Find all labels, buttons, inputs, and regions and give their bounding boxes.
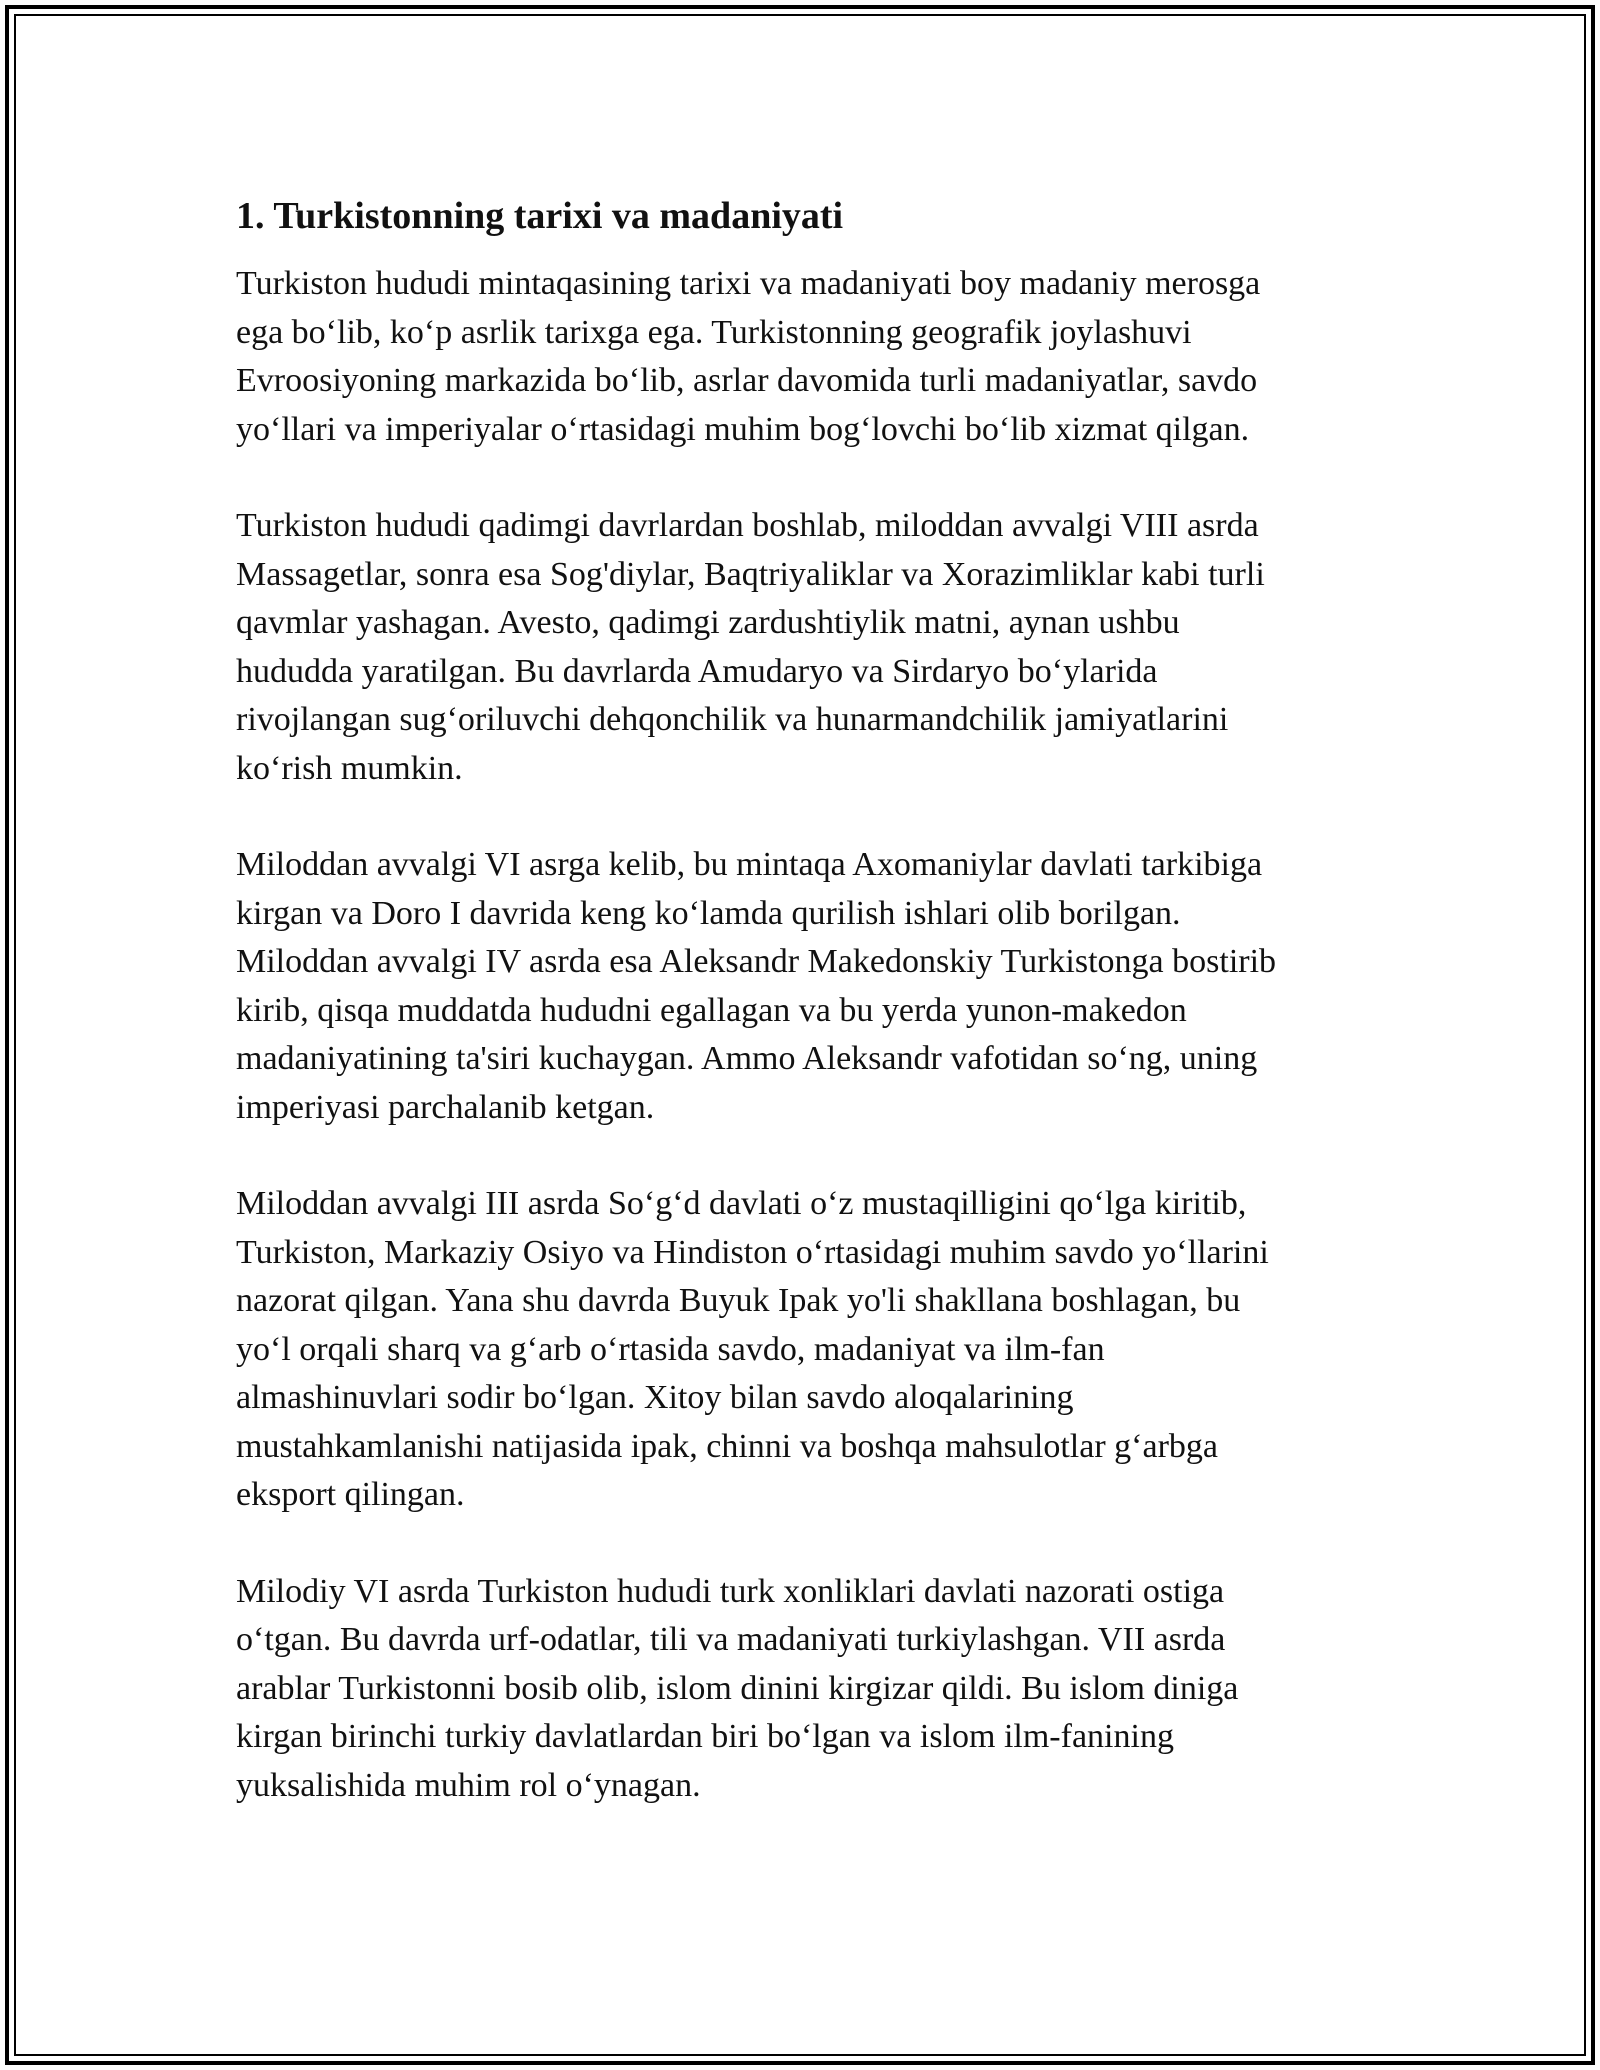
paragraph-line: mustahkamlanishi natijasida ipak, chinni va boshqa mahsulotlar g‘arbga: [236, 1427, 1218, 1465]
paragraph-line: madaniyatining ta'siri kuchaygan. Ammo Aleksandr vafotidan so‘ng, uning: [236, 1040, 1258, 1077]
paragraph-line: yo‘llari va imperiyalar o‘rtasidagi muhim bog‘lovchi bo‘lib xizmat qilgan.: [236, 410, 1250, 448]
paragraph-5: [236, 1568, 1376, 1811]
paragraph-line: ko‘rish mumkin.: [236, 749, 463, 787]
paragraph-line: Miloddan avvalgi III asrda So‘g‘d davlati o‘z mustaqilligini qo‘lga kiritib,: [236, 1185, 1247, 1222]
paragraph-line: kirib, qisqa muddatda hududni egallagan va bu yerda yunon-makedon: [236, 991, 1187, 1029]
paragraph-line: o‘tgan. Bu davrda urf-odatlar, tili va madaniyati turkiylashgan. VII asrda: [236, 1621, 1226, 1658]
paragraph-line: kirgan birinchi turkiy davlatlardan biri bo‘lgan va islom ilm-fanining: [236, 1718, 1174, 1755]
paragraph-line: Evroosiyoning markazida bo‘lib, asrlar davomida turli madaniyatlar, savdo: [236, 362, 1258, 399]
paragraph-line: arablar Turkistonni bosib olib, islom dinini kirgizar qildi. Bu islom diniga: [236, 1669, 1239, 1707]
paragraph-line: Turkiston, Markaziy Osiyo va Hindiston o‘rtasidagi muhim savdo yo‘llarini: [236, 1233, 1269, 1271]
paragraph-1: [236, 260, 1376, 454]
paragraph-line: yo‘l orqali sharq va g‘arb o‘rtasida savdo, madaniyat va ilm-fan: [236, 1330, 1105, 1368]
paragraph-line: hududda yaratilgan. Bu davrlarda Amudaryo va Sirdaryo bo‘ylarida: [236, 652, 1158, 690]
paragraph-line: ega bo‘lib, ko‘p asrlik tarixga ega. Turkistonning geografik joylashuvi: [236, 313, 1192, 351]
paragraph-line: Miloddan avvalgi VI asrga kelib, bu mintaqa Axomaniylar davlati tarkibiga: [236, 846, 1263, 883]
paragraph-4: [236, 1180, 1376, 1520]
paragraph-line: Miloddan avvalgi IV asrda esa Aleksandr Makedonskiy Turkistonga bostirib: [236, 943, 1277, 980]
paragraph-line: rivojlangan sug‘oriluvchi dehqonchilik va hunarmandchilik jamiyatlarini: [236, 701, 1229, 738]
paragraph-2: [236, 502, 1376, 793]
paragraph-line: qavmlar yashagan. Avesto, qadimgi zardushtiylik matni, aynan ushbu: [236, 604, 1180, 641]
paragraph-line: Turkiston hududi qadimgi davrlardan boshlab, miloddan avvalgi VIII asrda: [236, 507, 1259, 544]
paragraph-line: Massagetlar, sonra esa Sog'diylar, Baqtriyaliklar va Xorazimliklar kabi turli: [236, 555, 1265, 593]
paragraph-line: Milodiy VI asrda Turkiston hududi turk xonliklari davlati nazorati ostiga: [236, 1572, 1225, 1610]
paragraph-line: imperiyasi parchalanib ketgan.: [236, 1088, 655, 1126]
section-heading: 1. Turkistonning tarixi va madaniyati: [236, 195, 844, 237]
paragraph-line: kirgan va Doro I davrida keng ko‘lamda qurilish ishlari olib borilgan.: [236, 894, 1181, 932]
paragraph-line: almashinuvlari sodir bo‘lgan. Xitoy bilan savdo aloqalarining: [236, 1379, 1074, 1416]
paragraph-line: yuksalishida muhim rol o‘ynagan.: [236, 1766, 701, 1804]
paragraph-line: nazorat qilgan. Yana shu davrda Buyuk Ipak yo'li shakllana boshlagan, bu: [236, 1282, 1241, 1319]
paragraph-3: [236, 841, 1376, 1132]
paragraph-line: eksport qilingan.: [236, 1476, 465, 1513]
document-body: [236, 188, 1376, 1858]
paragraph-line: Turkiston hududi mintaqasining tarixi va madaniyati boy madaniy merosga: [236, 265, 1261, 302]
